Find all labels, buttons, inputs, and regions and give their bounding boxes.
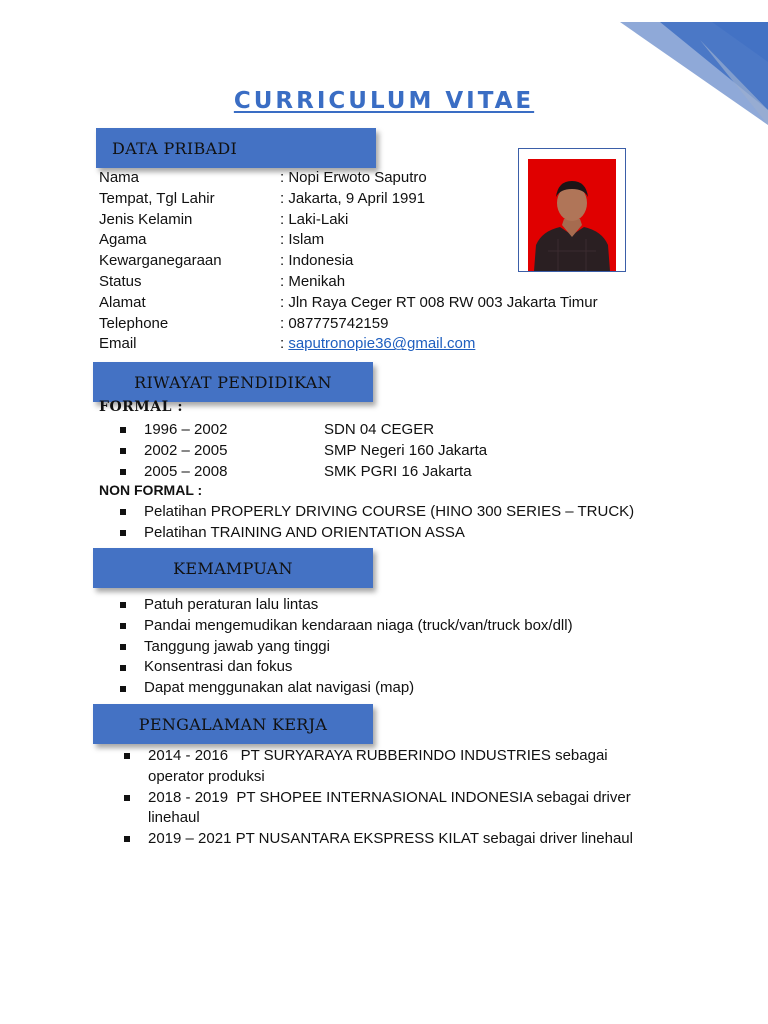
personal-row: [99, 314, 659, 335]
list-item: [120, 502, 720, 523]
list-item: [120, 678, 720, 699]
bullet-icon: [120, 644, 126, 650]
training-item: Pelatihan TRAINING AND ORIENTATION ASSA: [144, 523, 465, 541]
list-item: [120, 637, 720, 658]
nonformal-education-list: [120, 502, 720, 544]
list-item: [124, 829, 684, 850]
field-label: Jenis Kelamin: [99, 210, 193, 228]
bullet-icon: [120, 665, 126, 671]
experience-item: 2014 - 2016 PT SURYARAYA RUBBERINDO INDUSTRIES sebagai operator produksi: [148, 747, 612, 785]
avatar: [528, 159, 616, 271]
field-label: Nama: [99, 169, 140, 186]
training-item: Pelatihan PROPERLY DRIVING COURSE (HINO 300 SERIES – TRUCK): [144, 503, 635, 520]
field-label: Tempat, Tgl Lahir: [99, 189, 215, 207]
list-item: [120, 595, 720, 616]
field-label: Telephone: [99, 314, 169, 332]
email-link[interactable]: saputronopie36@gmail.com: [288, 335, 476, 353]
field-label: Status: [99, 272, 142, 290]
profile-photo: [518, 148, 626, 272]
experience-item: 2018 - 2019 PT SHOPEE INTERNASIONAL INDONESIA sebagai driver linehaul: [148, 788, 635, 827]
bullet-icon: [124, 795, 130, 801]
section-header-data-pribadi: DATA PRIBADI: [96, 128, 376, 168]
section-header-pengalaman-kerja: PENGALAMAN KERJA: [93, 704, 373, 744]
bullet-icon: [120, 623, 126, 629]
field-label: Kewarganegaraan: [99, 252, 222, 270]
field-label: Alamat: [99, 293, 146, 311]
list-item: [124, 746, 684, 788]
skills-list: [120, 595, 720, 699]
skill-item: Konsentrasi dan fokus: [144, 658, 293, 676]
field-label: Agama: [99, 231, 147, 249]
bullet-icon: [124, 753, 130, 759]
bullet-icon: [120, 602, 126, 608]
bullet-icon: [120, 509, 126, 515]
field-value: : Laki-Laki: [280, 210, 349, 228]
list-item: [120, 462, 680, 483]
education-school: SDN 04 CEGER: [324, 421, 435, 438]
nonformal-label: NON FORMAL :: [99, 482, 203, 498]
education-school: SMK PGRI 16 Jakarta: [324, 462, 472, 480]
page-title: CURRICULUM VITAE: [233, 88, 535, 114]
field-value-prefix: :: [280, 335, 289, 353]
field-value: : Islam: [280, 231, 325, 249]
skill-item: Pandai mengemudikan kendaraan niaga (truck/van/truck box/dll): [144, 616, 573, 634]
education-years: 2005 – 2008: [144, 462, 228, 480]
bullet-icon: [120, 469, 126, 475]
field-value: : Menikah: [280, 272, 346, 290]
field-value: : Indonesia: [280, 252, 354, 270]
list-item: [124, 788, 684, 830]
bullet-icon: [120, 686, 126, 692]
personal-row: [99, 293, 659, 314]
education-school: SMP Negeri 160 Jakarta: [324, 441, 488, 459]
personal-row: [99, 272, 659, 293]
field-value: : Jakarta, 9 April 1991: [280, 189, 426, 207]
field-value: : Nopi Erwoto Saputro: [280, 169, 427, 186]
bullet-icon: [120, 530, 126, 536]
skill-item: Dapat menggunakan alat navigasi (map): [144, 679, 415, 697]
formal-education-list: [120, 420, 680, 482]
formal-label: FORMAL :: [99, 399, 184, 415]
skill-item: Tanggung jawab yang tinggi: [144, 637, 330, 655]
education-years: 2002 – 2005: [144, 441, 228, 459]
list-item: [120, 420, 680, 441]
bullet-icon: [124, 836, 130, 842]
field-label: Email: [99, 335, 137, 353]
list-item: [120, 657, 720, 678]
section-header-kemampuan: KEMAMPUAN: [93, 548, 373, 588]
bullet-icon: [120, 448, 126, 454]
section-header-riwayat-pendidikan: RIWAYAT PENDIDIKAN: [93, 362, 373, 402]
bullet-icon: [120, 427, 126, 433]
personal-row-email: [99, 334, 659, 355]
skill-item: Patuh peraturan lalu lintas: [144, 596, 319, 613]
experience-item: 2019 – 2021 PT NUSANTARA EKSPRESS KILAT sebagai driver linehaul: [148, 830, 633, 848]
field-value: : Jln Raya Ceger RT 008 RW 003 Jakarta Timur: [280, 293, 598, 311]
list-item: [120, 523, 720, 544]
list-item: [120, 616, 720, 637]
field-value: : 087775742159: [280, 314, 389, 332]
list-item: [120, 441, 680, 462]
education-years: 1996 – 2002: [144, 421, 228, 438]
experience-list: [124, 746, 684, 850]
